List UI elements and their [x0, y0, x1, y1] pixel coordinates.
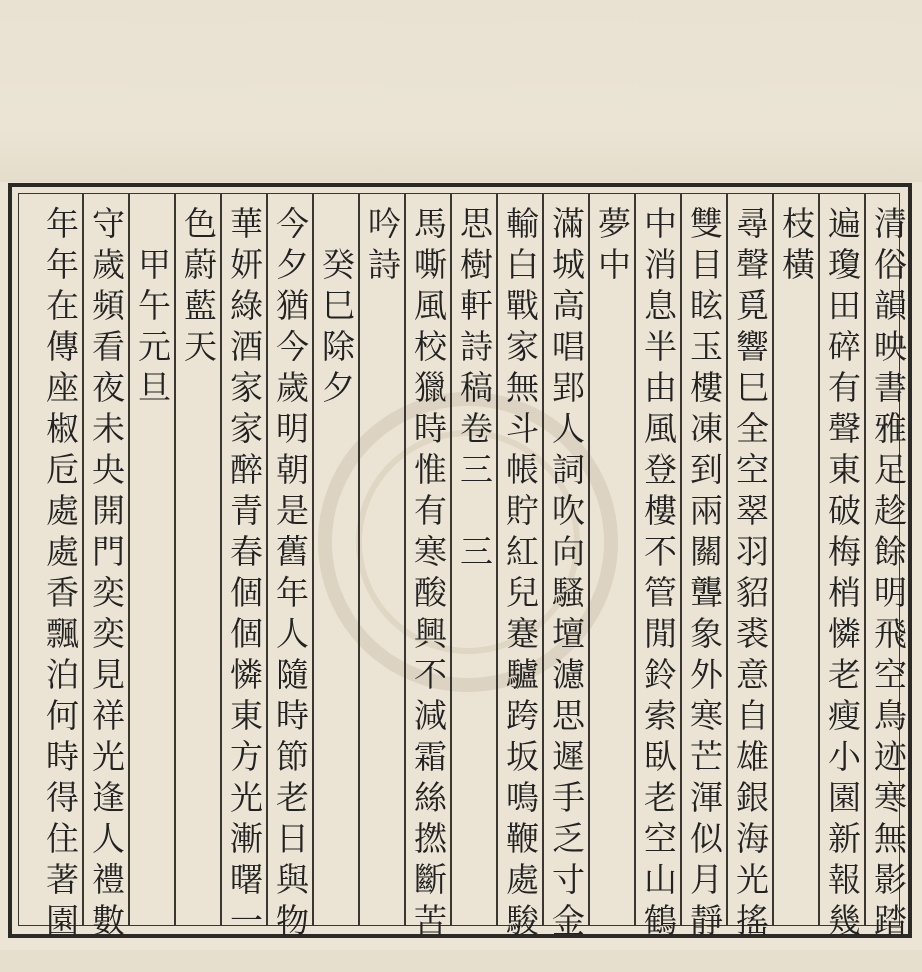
- text-column: 吟詩: [363, 206, 402, 288]
- text-column: 今夕猶今歲明朝是舊年人隨時節老日與物: [271, 206, 310, 944]
- text-column: 守歲頻看夜未央開門奕奕見祥光逢人禮數: [87, 206, 126, 944]
- text-column: 尋聲覓響巳全空翠羽貂裘意自雄銀海光搖: [731, 206, 770, 944]
- text-column: 滿城高唱郢人詞吹向騷壇濾思遲手乏寸金: [547, 206, 586, 944]
- text-column: 年年在傳座椒卮處處香飄泊何時得住著園: [41, 206, 80, 944]
- column-rule: [772, 193, 774, 926]
- text-column: 遍瓊田碎有聲東破梅梢憐老瘦小園新報幾: [823, 206, 862, 944]
- text-column: 中消息半由風登樓不管閒鈴索臥老空山鶴: [639, 206, 678, 944]
- blank-paper-margin: [0, 0, 922, 182]
- text-column: 馬嘶風校獵時惟有寒酸興不減霜絲撚斷苦: [409, 206, 448, 944]
- poem-title-column: 癸巳除夕: [317, 206, 356, 411]
- column-rule: [588, 193, 590, 926]
- text-column: 雙目眩玉樓凍到兩關聾象外寒芒渾似月靜: [685, 206, 724, 944]
- text-column: 夢中: [593, 206, 632, 288]
- column-rule: [358, 193, 360, 926]
- bottom-paper-margin: [0, 950, 922, 972]
- text-column: 輸白戰家無斗帳貯紅兒蹇驢跨坂鳴鞭處駿: [501, 206, 540, 944]
- poem-title-column: 甲午元旦: [133, 206, 172, 411]
- text-column: 清俗韻映書雅足趁餘明飛空鳥迹寒無影踏: [869, 206, 908, 944]
- margin-title-column: 思樹軒詩稿卷三 三: [455, 206, 494, 575]
- text-column: 色蔚藍天: [179, 206, 218, 370]
- text-column: 枝橫: [777, 206, 816, 288]
- text-column: 華妍綠酒家家醉青春個個憐東方光漸曙一: [225, 206, 264, 944]
